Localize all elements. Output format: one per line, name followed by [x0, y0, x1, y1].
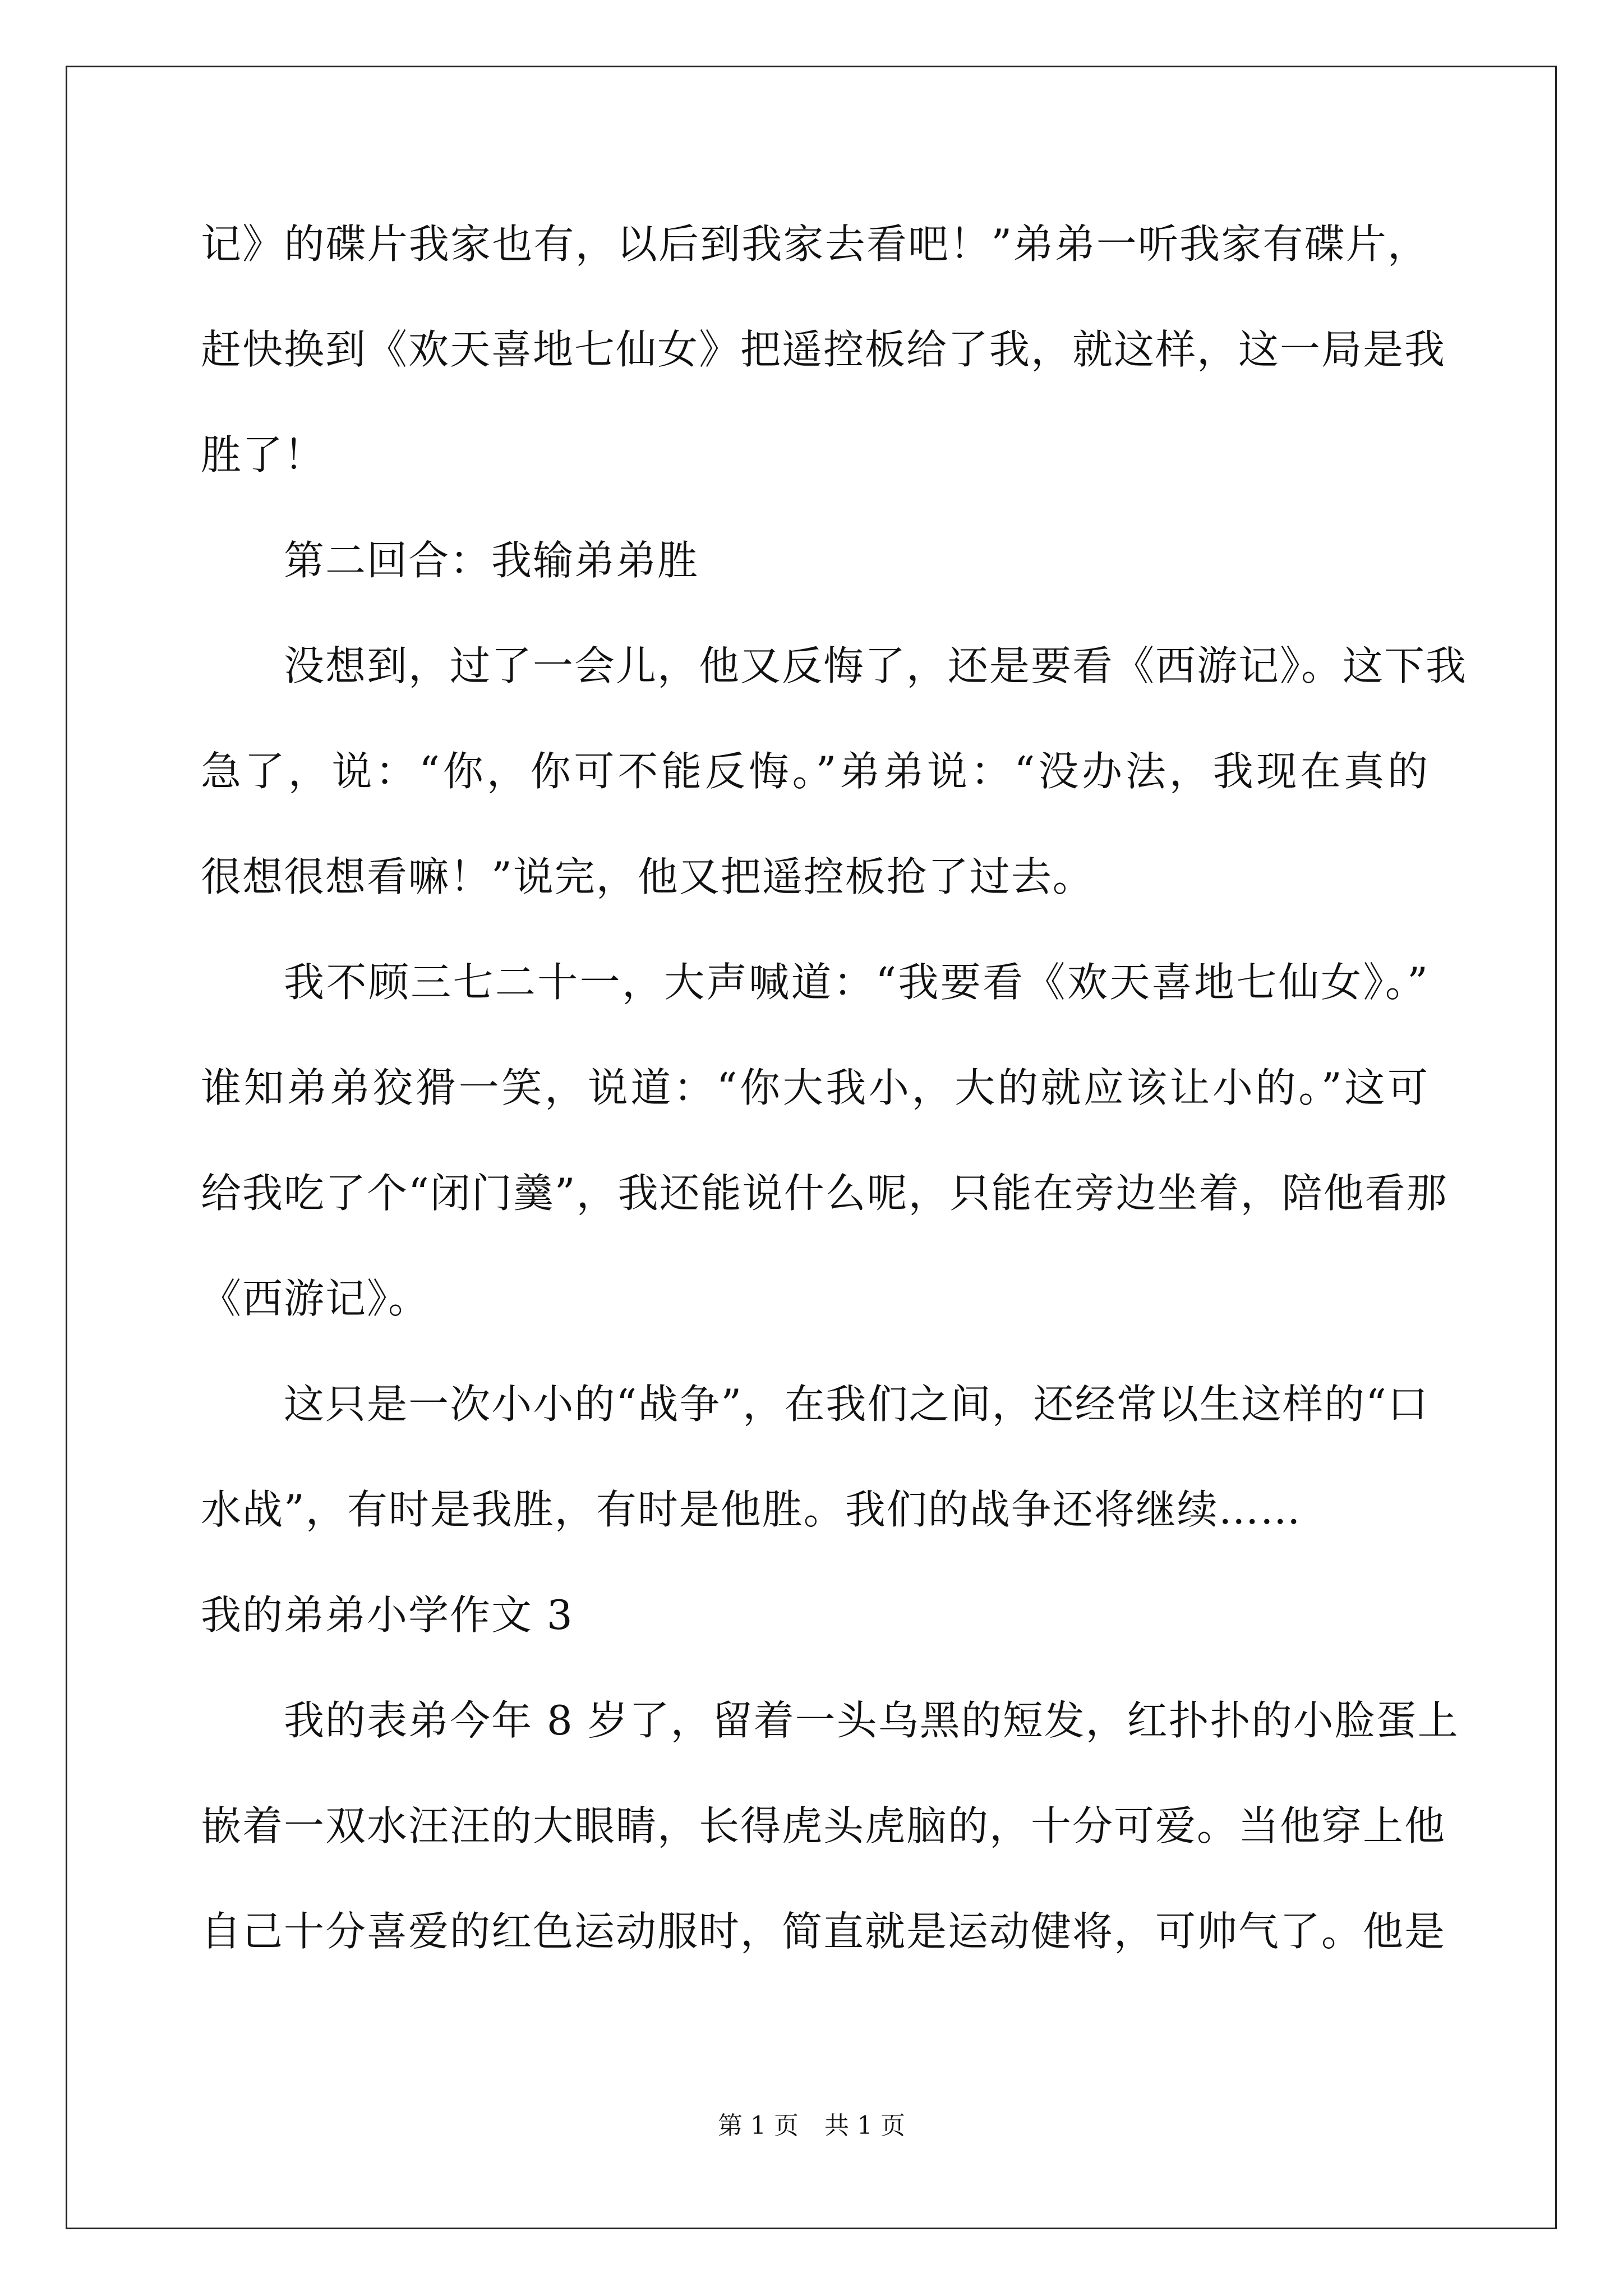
text-line: 没想到，过了一会儿，他又反悔了，还是要看《西游记》。这下我 [284, 642, 1468, 689]
text-line: 胜了！ [201, 431, 326, 478]
text-line: 我的表弟今年 8 岁了，留着一头乌黑的短发，红扑扑的小脸蛋上 [284, 1697, 1459, 1744]
text-line: 赶快换到《欢天喜地七仙女》把遥控板给了我，就这样，这一局是我 [201, 326, 1446, 373]
page-total: 共 1 页 [824, 2111, 905, 2140]
text-line: 我不顾三七二十一，大声喊道：“我要看《欢天喜地七仙女》。” [284, 959, 1429, 1006]
text-line: 水战”，有时是我胜，有时是他胜。我们的战争还将继续…… [201, 1486, 1302, 1533]
text-line: 很想很想看嘛！”说完，他又把遥控板抢了过去。 [201, 853, 1094, 900]
text-line: 《西游记》。 [201, 1275, 430, 1322]
text-line: 这只是一次小小的“战争”，在我们之间，还经常以生这样的“口 [284, 1381, 1429, 1428]
essay-title: 我的弟弟小学作文 3 [201, 1591, 574, 1639]
text-line: 谁知弟弟狡猾一笑，说道：“你大我小，大的就应该让小的。”这可 [201, 1064, 1429, 1111]
page-border [66, 66, 1557, 2229]
page-footer [0, 2109, 1623, 2143]
section-heading: 第二回合：我输弟弟胜 [284, 537, 699, 584]
text-line: 给我吃了个“闭门羹”，我还能说什么呢，只能在旁边坐着，陪他看那 [201, 1170, 1448, 1217]
text-line: 记》的碟片我家也有，以后到我家去看吧！”弟弟一听我家有碟片， [201, 220, 1429, 268]
page-number: 第 1 页 [718, 2111, 799, 2140]
text-line: 急了，说：“你，你可不能反悔。”弟弟说：“没办法，我现在真的 [201, 748, 1429, 795]
text-line: 嵌着一双水汪汪的大眼睛，长得虎头虎脑的，十分可爱。当他穿上他 [201, 1802, 1446, 1849]
text-line: 自己十分喜爱的红色运动服时，简直就是运动健将，可帅气了。他是 [201, 1908, 1446, 1955]
